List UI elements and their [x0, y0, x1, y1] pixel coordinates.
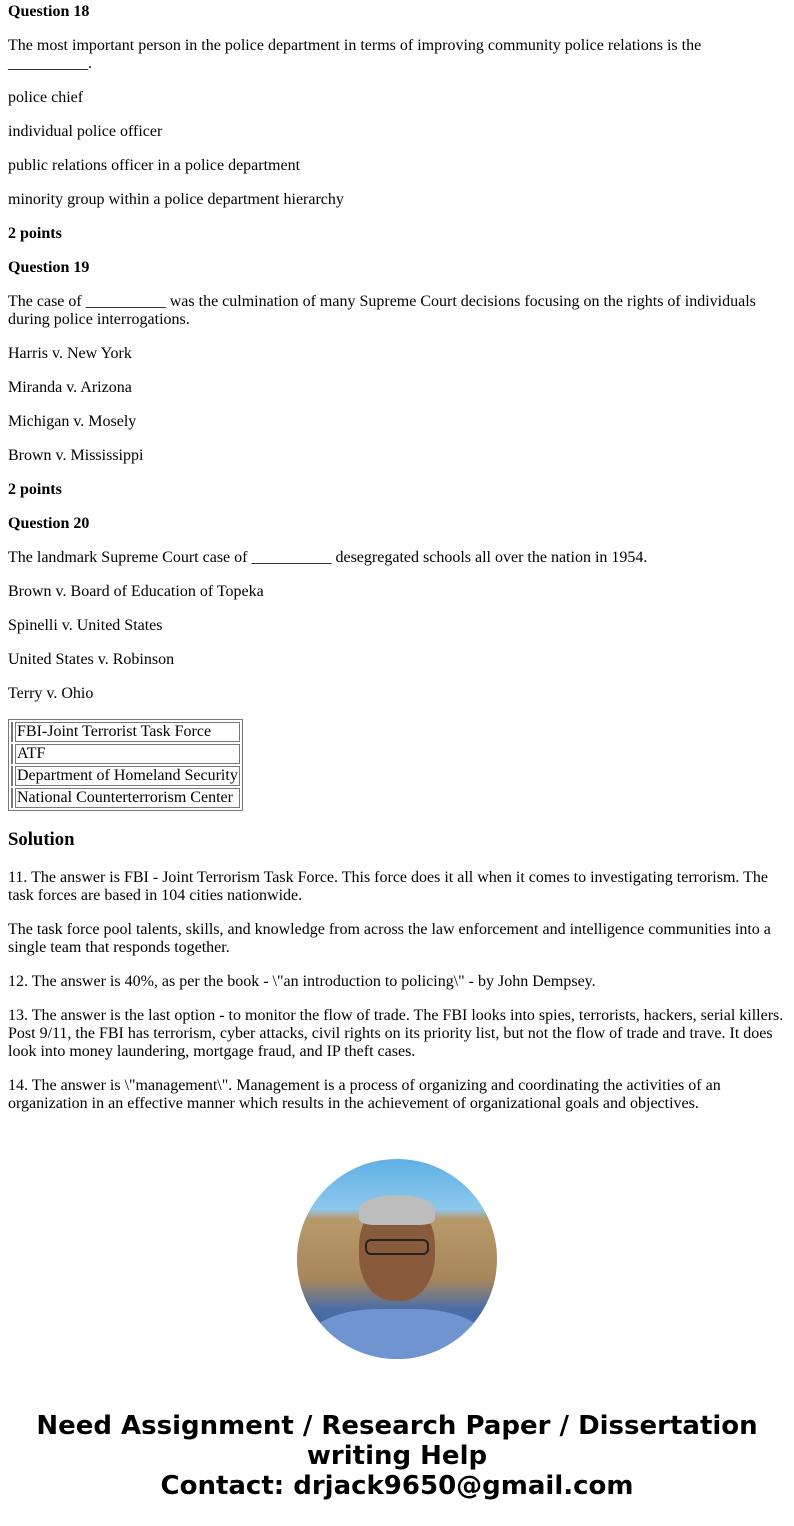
answer-option[interactable]: Michigan v. Mosely: [8, 413, 137, 430]
table-option: ATF: [15, 744, 240, 764]
footer-banner: [8, 1411, 786, 1501]
table-option: National Counterterrorism Center: [15, 788, 240, 808]
answer-option[interactable]: public relations officer in a police department: [8, 157, 301, 174]
footer-contact: Contact: drjack9650@gmail.com: [160, 1471, 634, 1501]
table-row: [11, 788, 240, 808]
answer-option[interactable]: Harris v. New York: [8, 345, 132, 362]
table-row: [11, 722, 240, 742]
answer-option[interactable]: Miranda v. Arizona: [8, 379, 132, 396]
empty-cell: [11, 788, 13, 808]
answer-option[interactable]: United States v. Robinson: [8, 651, 175, 668]
table-row: [11, 766, 240, 786]
document: [0, 3, 794, 1501]
answer-option[interactable]: police chief: [8, 89, 84, 106]
table-option: FBI-Joint Terrorist Task Force: [15, 722, 240, 742]
answer-option[interactable]: Brown v. Board of Education of Topeka: [8, 583, 264, 600]
answer-option[interactable]: minority group within a police department hierarchy: [8, 191, 344, 208]
empty-cell: [11, 722, 13, 742]
question-title: Question 19: [8, 259, 90, 276]
answer-option[interactable]: Terry v. Ohio: [8, 685, 94, 702]
answer-option[interactable]: individual police officer: [8, 123, 163, 140]
answer-option[interactable]: Brown v. Mississippi: [8, 447, 144, 464]
options-table: [8, 719, 243, 811]
author-photo: [297, 1159, 497, 1359]
question-text: The landmark Supreme Court case of __________ desegregated schools all over the nation in 1954.: [8, 549, 648, 566]
table-row: [11, 744, 240, 764]
questions: [8, 3, 786, 703]
solution-paragraph: 14. The answer is \"management\". Management is a process of organizing and coordinating the activities of an organization in an effective manner which results in the achievement of organizational goals and objectives.: [8, 1077, 721, 1112]
solution-paragraph: 11. The answer is FBI - Joint Terrorism Task Force. This force does it all when it comes to investigating terrorism. The task forces are based in 104 cities nationwide.: [8, 869, 768, 904]
solution-paragraph: 13. The answer is the last option - to monitor the flow of trade. The FBI looks into spies, terrorists, hackers, serial killers. Post 9/11, the FBI has terrorism, cyber attacks, civil rights on its priority list, but not the flow of trade and trave. It does look into money laundering, mortgage fraud, and IP theft cases.: [8, 1007, 784, 1060]
solution-paragraph: The task force pool talents, skills, and knowledge from across the law enforcement and intelligence communities into a single team that responds together.: [8, 921, 771, 956]
question-title: Question 18: [8, 3, 90, 20]
question-points: 2 points: [8, 481, 62, 498]
empty-cell: [11, 766, 13, 786]
table-option: Department of Homeland Security: [17, 767, 238, 784]
question-text: The most important person in the police department in terms of improving community police relations is the __________.: [8, 37, 702, 72]
solution-body: [8, 869, 786, 1113]
question-text: The case of __________ was the culmination of many Supreme Court decisions focusing on the rights of individuals during police interrogations.: [8, 293, 756, 328]
question-points: 2 points: [8, 225, 62, 242]
answer-option[interactable]: Spinelli v. United States: [8, 617, 163, 634]
question-title: Question 20: [8, 515, 90, 532]
solution-paragraph: 12. The answer is 40%, as per the book - \"an introduction to policing\" - by John Dempsey.: [8, 973, 596, 990]
empty-cell: [11, 744, 13, 764]
footer-help-text: Need Assignment / Research Paper / Dissertation writing Help: [36, 1411, 758, 1471]
solution-heading: Solution: [8, 829, 75, 850]
